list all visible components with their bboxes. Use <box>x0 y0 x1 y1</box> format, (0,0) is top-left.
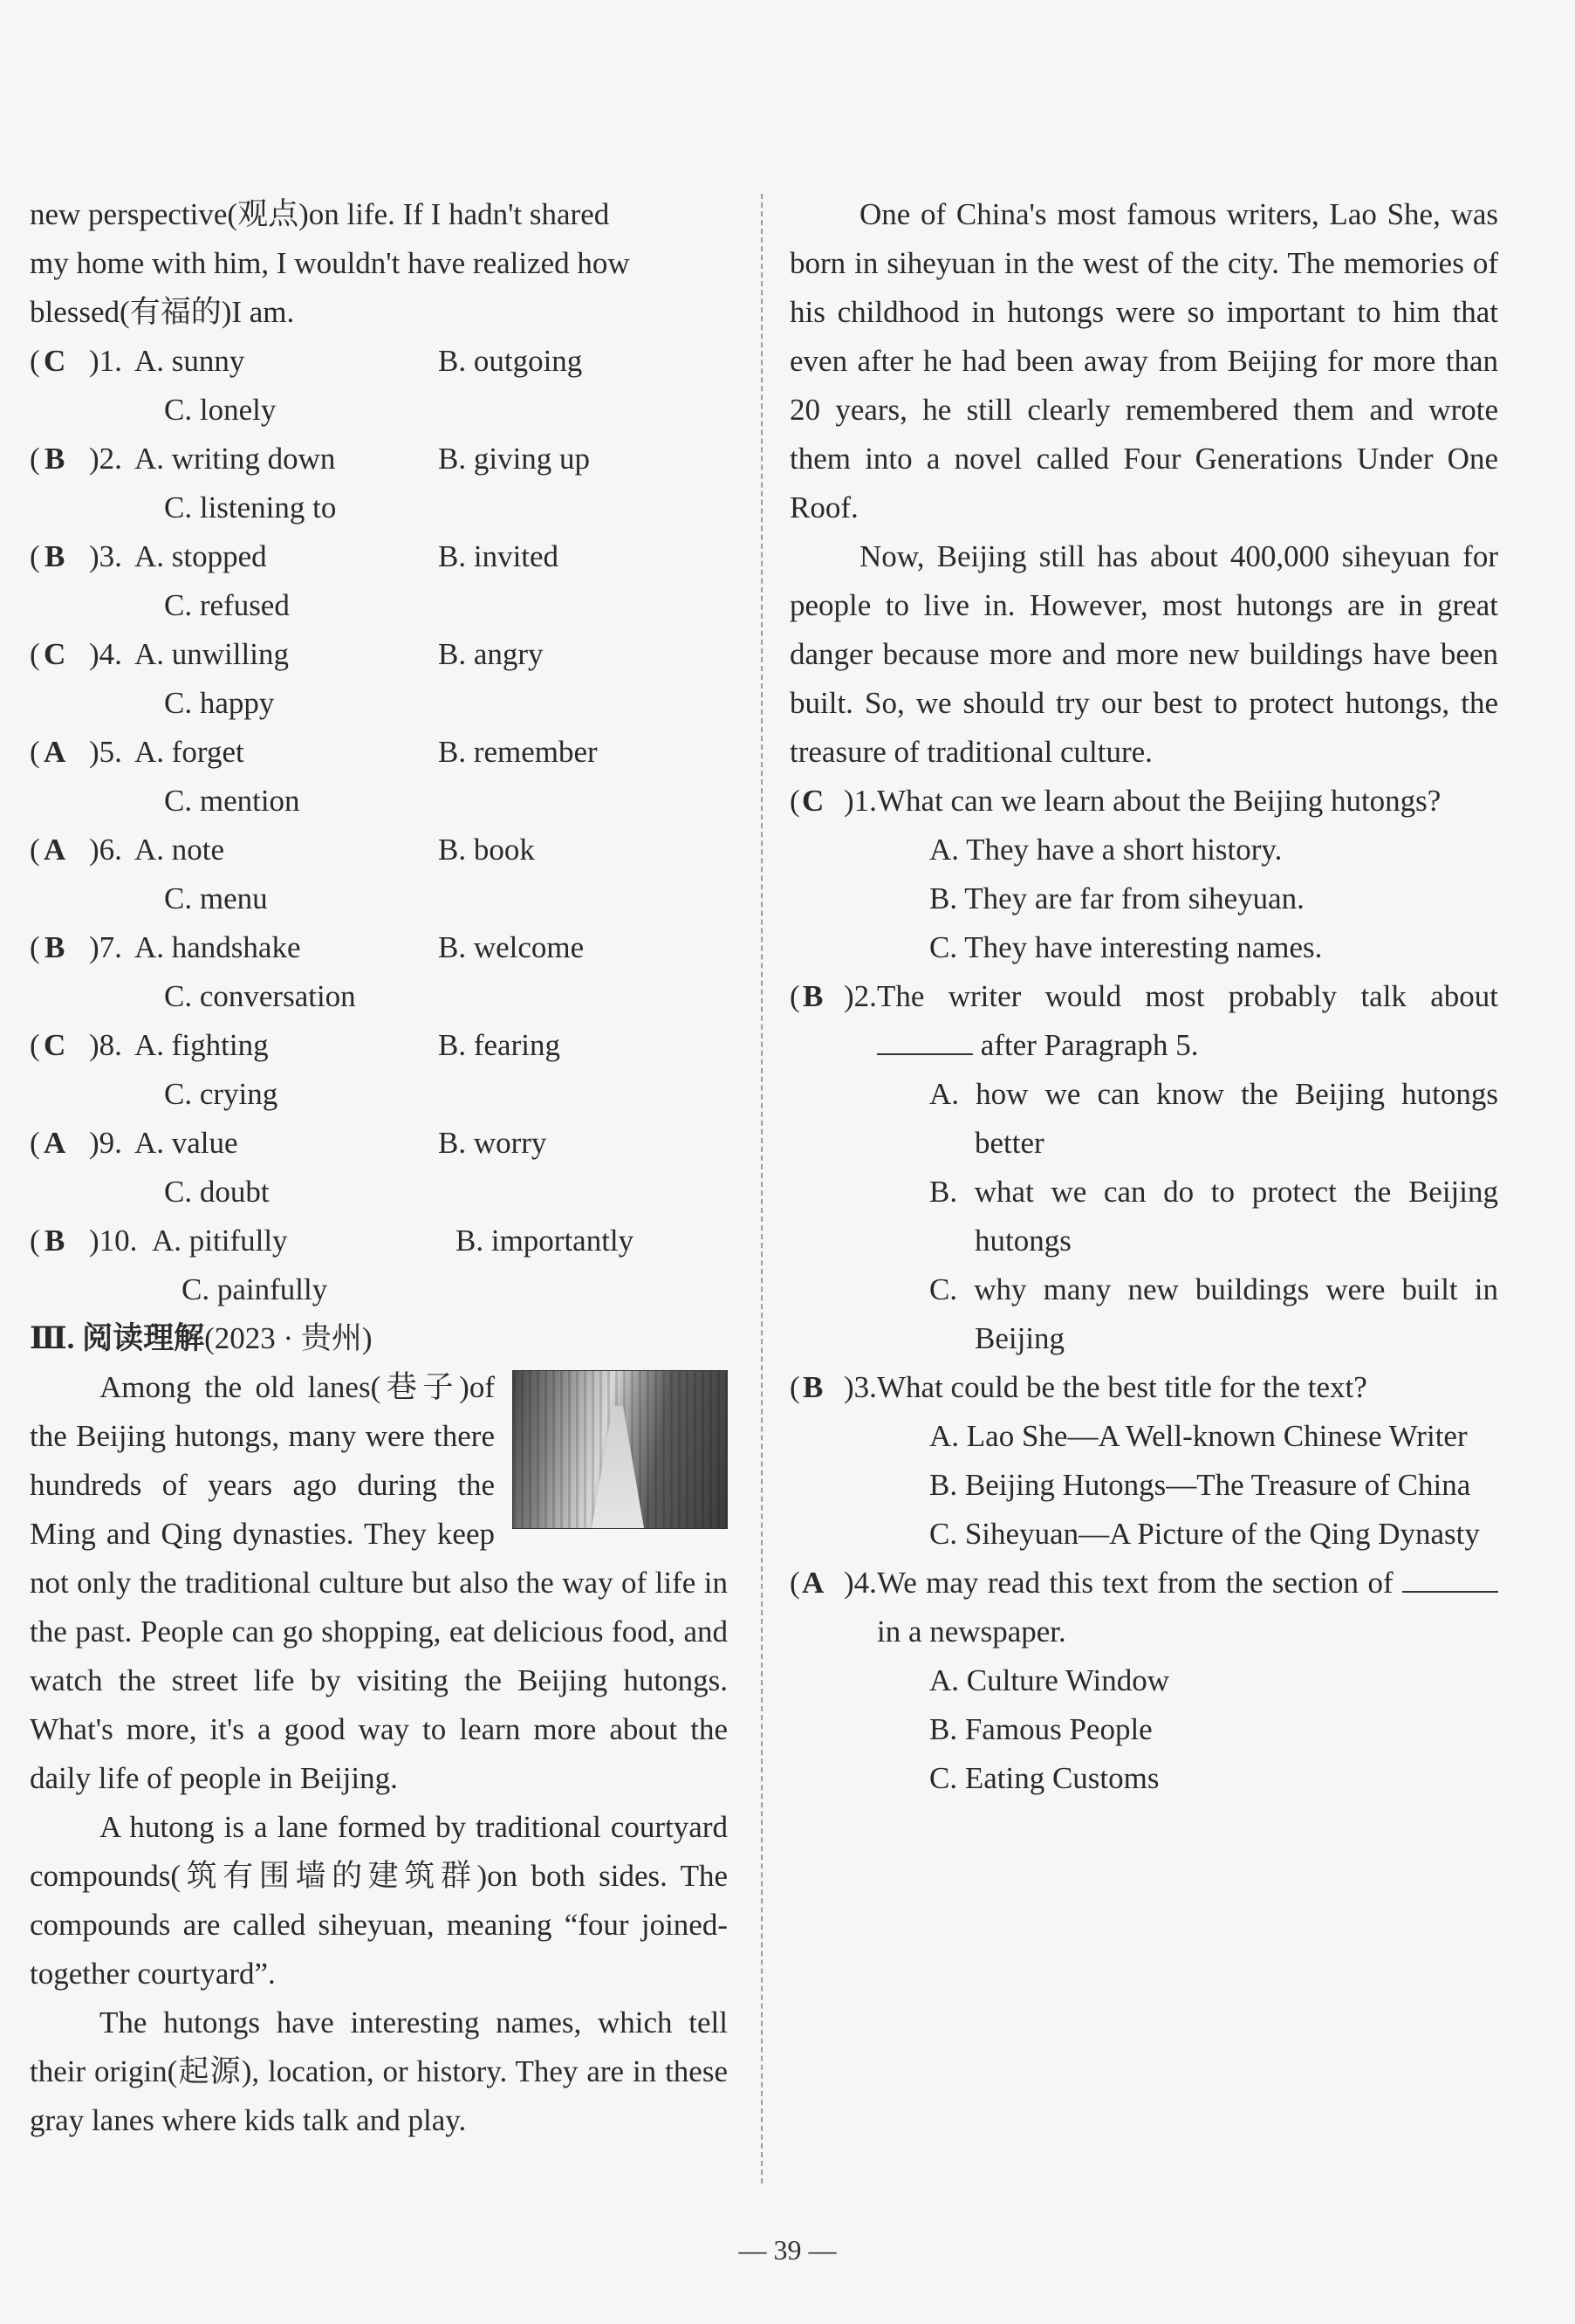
answer-letter: A <box>802 1566 825 1600</box>
option-a: A. note <box>134 833 225 867</box>
question-number: )6. <box>89 833 122 867</box>
answer-option-text: C. why many new buildings were built in Beijing <box>929 1272 1498 1355</box>
section-title: Ⅲ. 阅读理解 <box>30 1321 205 1355</box>
question-list <box>790 777 1498 1803</box>
answer-bracket: ( C <box>30 1021 89 1070</box>
answer-bracket: (A <box>790 1559 844 1656</box>
intro-line-2: my home with him, I wouldn't have realized how <box>30 246 630 280</box>
answer-option-text: B. They are far from siheyuan. <box>929 881 1305 915</box>
question-stem <box>877 1363 1498 1412</box>
answer-letter: C <box>802 784 825 818</box>
answer-option <box>790 1754 1498 1803</box>
section-heading <box>30 1314 728 1363</box>
answer-letter: A <box>44 735 66 769</box>
answer-option <box>790 1510 1498 1559</box>
option-c: C. doubt <box>164 1175 270 1209</box>
option-c: C. lonely <box>164 393 277 427</box>
answer-bracket: ( A <box>30 1119 89 1168</box>
answer-letter: C <box>44 1028 66 1062</box>
reading-paragraph-4: One of China's most famous writers, Lao She, was born in siheyuan in the west of the city. The memories of his childhood in hutongs were so important to him that even after he had been away from Beijing for more than 20 years, he still clearly remembered them and wrote them into a novel called Four Generations Under One Roof. <box>790 197 1498 524</box>
answer-letter: B <box>802 979 824 1013</box>
question-number: )8. <box>89 1028 122 1062</box>
cloze-row <box>30 1217 728 1265</box>
answer-letter: A <box>44 833 66 867</box>
answer-option <box>790 1461 1498 1510</box>
answer-option-text: A. Lao She—A Well-known Chinese Writer <box>929 1419 1468 1453</box>
intro-line-3: blessed(有福的)I am. <box>30 295 295 329</box>
option-b: B. remember <box>438 735 598 769</box>
option-a: A. fighting <box>134 1028 269 1062</box>
option-b: B. fearing <box>438 1028 560 1062</box>
question-number: )4. <box>844 1566 877 1600</box>
option-a: A. pitifully <box>152 1224 288 1258</box>
answer-option <box>790 923 1498 972</box>
question-stem-text: What can we learn about the Beijing hutongs? <box>877 784 1441 818</box>
answer-letter: B <box>44 442 65 476</box>
option-a: A. unwilling <box>134 637 289 671</box>
answer-letter: A <box>44 1126 66 1160</box>
question-row <box>790 777 1498 826</box>
column-divider <box>761 194 763 2183</box>
option-a: A. forget <box>134 735 244 769</box>
option-c: C. happy <box>164 686 275 720</box>
question-stem-text: What could be the best title for the text? <box>877 1370 1367 1404</box>
question-number: )2. <box>89 442 122 476</box>
answer-letter: B <box>802 1370 824 1404</box>
reading-paragraph-2: A hutong is a lane formed by traditional courtyard compounds(筑有围墙的建筑群)on both sides. The compounds are called siheyuan, meaning “four joined-together courtyard”. <box>30 1810 728 1991</box>
answer-bracket: (B <box>790 972 844 1070</box>
intro-line-1: new perspective(观点)on life. If I hadn't shared <box>30 197 610 231</box>
cloze-row <box>30 1021 728 1070</box>
option-a: A. value <box>134 1126 238 1160</box>
cloze-row <box>30 435 728 483</box>
option-b: B. outgoing <box>438 344 583 378</box>
option-c: C. listening to <box>164 490 337 524</box>
option-a: A. handshake <box>134 930 301 964</box>
question-number: )10. <box>89 1224 138 1258</box>
page-number: — 39 — <box>738 2234 837 2266</box>
option-c: C. menu <box>164 881 268 915</box>
cloze-row <box>30 826 728 874</box>
option-b: B. invited <box>438 539 559 573</box>
answer-option <box>790 1705 1498 1754</box>
answer-bracket: ( B <box>30 1217 89 1265</box>
cloze-options <box>30 337 728 1314</box>
answer-option <box>790 1070 1498 1168</box>
question-stem <box>877 777 1498 826</box>
answer-letter: C <box>44 637 66 671</box>
question-stem-text: in a newspaper. <box>877 1614 1066 1649</box>
question-number: )1. <box>89 344 122 378</box>
cloze-row <box>30 337 728 386</box>
answer-option-text: A. They have a short history. <box>929 833 1283 867</box>
option-b: B. giving up <box>438 442 591 476</box>
answer-bracket: ( B <box>30 532 89 581</box>
option-c: C. crying <box>164 1077 278 1111</box>
question-stem-text: We may read this text from the section of <box>877 1566 1394 1600</box>
answer-blank <box>877 1027 973 1055</box>
answer-option <box>790 874 1498 923</box>
question-stem-text: The writer would most probably talk about <box>877 979 1498 1013</box>
question-row <box>790 1559 1498 1656</box>
answer-option-text: B. Beijing Hutongs—The Treasure of China <box>929 1468 1471 1502</box>
answer-bracket: ( C <box>30 337 89 386</box>
answer-bracket: ( A <box>30 728 89 777</box>
answer-option <box>790 1265 1498 1363</box>
question-stem <box>877 1559 1498 1656</box>
question-row <box>790 1363 1498 1412</box>
answer-letter: C <box>44 344 66 378</box>
question-number: )2. <box>844 979 877 1013</box>
reading-paragraph-3: The hutongs have interesting names, which tell their origin(起源), location, or history. They are in these gray lanes where kids talk and play. <box>30 2005 728 2137</box>
answer-bracket: ( B <box>30 435 89 483</box>
question-number: )7. <box>89 930 122 964</box>
option-b: B. welcome <box>438 930 585 964</box>
section-source: (2023 · 贵州) <box>204 1321 373 1355</box>
question-number: )1. <box>844 784 877 818</box>
answer-bracket: ( A <box>30 826 89 874</box>
answer-option-text: B. what we can do to protect the Beijing hutongs <box>929 1175 1498 1258</box>
question-number: )9. <box>89 1126 122 1160</box>
option-b: B. book <box>438 833 535 867</box>
option-a: A. sunny <box>134 344 245 378</box>
answer-letter: B <box>44 539 65 573</box>
hutong-photo <box>512 1370 728 1529</box>
answer-option-text: C. They have interesting names. <box>929 930 1323 964</box>
question-number: )5. <box>89 735 122 769</box>
question-stem-text: after Paragraph 5. <box>980 1028 1199 1062</box>
answer-option-text: A. Culture Window <box>929 1663 1170 1697</box>
option-a: A. stopped <box>134 539 267 573</box>
answer-option-text: A. how we can know the Beijing hutongs better <box>929 1077 1498 1160</box>
option-c: C. conversation <box>164 979 356 1013</box>
answer-letter: B <box>44 930 65 964</box>
cloze-row <box>30 532 728 581</box>
option-c: C. mention <box>164 784 300 818</box>
answer-bracket: ( C <box>30 630 89 679</box>
reading-paragraph-5: Now, Beijing still has about 400,000 siheyuan for people to live in. However, most hutongs are in great danger because more and more new buildings have been built. So, we should try our best to protect hutongs, the treasure of traditional culture. <box>790 539 1498 769</box>
answer-blank <box>1402 1565 1498 1593</box>
answer-option-text: C. Siheyuan—A Picture of the Qing Dynasty <box>929 1517 1480 1551</box>
question-number: )3. <box>844 1370 877 1404</box>
cloze-row <box>30 728 728 777</box>
answer-option <box>790 1656 1498 1705</box>
answer-bracket: (B <box>790 1363 844 1412</box>
answer-option <box>790 1412 1498 1461</box>
option-b: B. worry <box>438 1126 547 1160</box>
option-a: A. writing down <box>134 442 336 476</box>
question-number: )3. <box>89 539 122 573</box>
answer-option <box>790 1168 1498 1265</box>
option-c: C. refused <box>164 588 290 622</box>
answer-bracket: (C <box>790 777 844 826</box>
answer-bracket: ( B <box>30 923 89 972</box>
cloze-row <box>30 1119 728 1168</box>
answer-letter: B <box>44 1224 65 1258</box>
answer-option-text: B. Famous People <box>929 1712 1153 1746</box>
left-column <box>30 190 728 2145</box>
answer-option <box>790 826 1498 874</box>
option-b: B. angry <box>438 637 544 671</box>
option-b: B. importantly <box>455 1224 634 1258</box>
cloze-row <box>30 630 728 679</box>
question-number: )4. <box>89 637 122 671</box>
option-c: C. painfully <box>181 1272 328 1306</box>
right-column <box>790 190 1498 1803</box>
reading-paragraph-1: Among the old lanes(巷子)of the Beijing hutongs, many were there hundreds of years ago during the Ming and Qing dynasties. They keep not only the traditional culture but also the way of life in the past. People can go shopping, eat delicious food, and watch the street life by visiting the Beijing hutongs. What's more, it's a good way to learn more about the daily life of people in Beijing. <box>30 1370 728 1795</box>
cloze-row <box>30 923 728 972</box>
answer-option-text: C. Eating Customs <box>929 1761 1160 1795</box>
question-stem <box>877 972 1498 1070</box>
question-row <box>790 972 1498 1070</box>
